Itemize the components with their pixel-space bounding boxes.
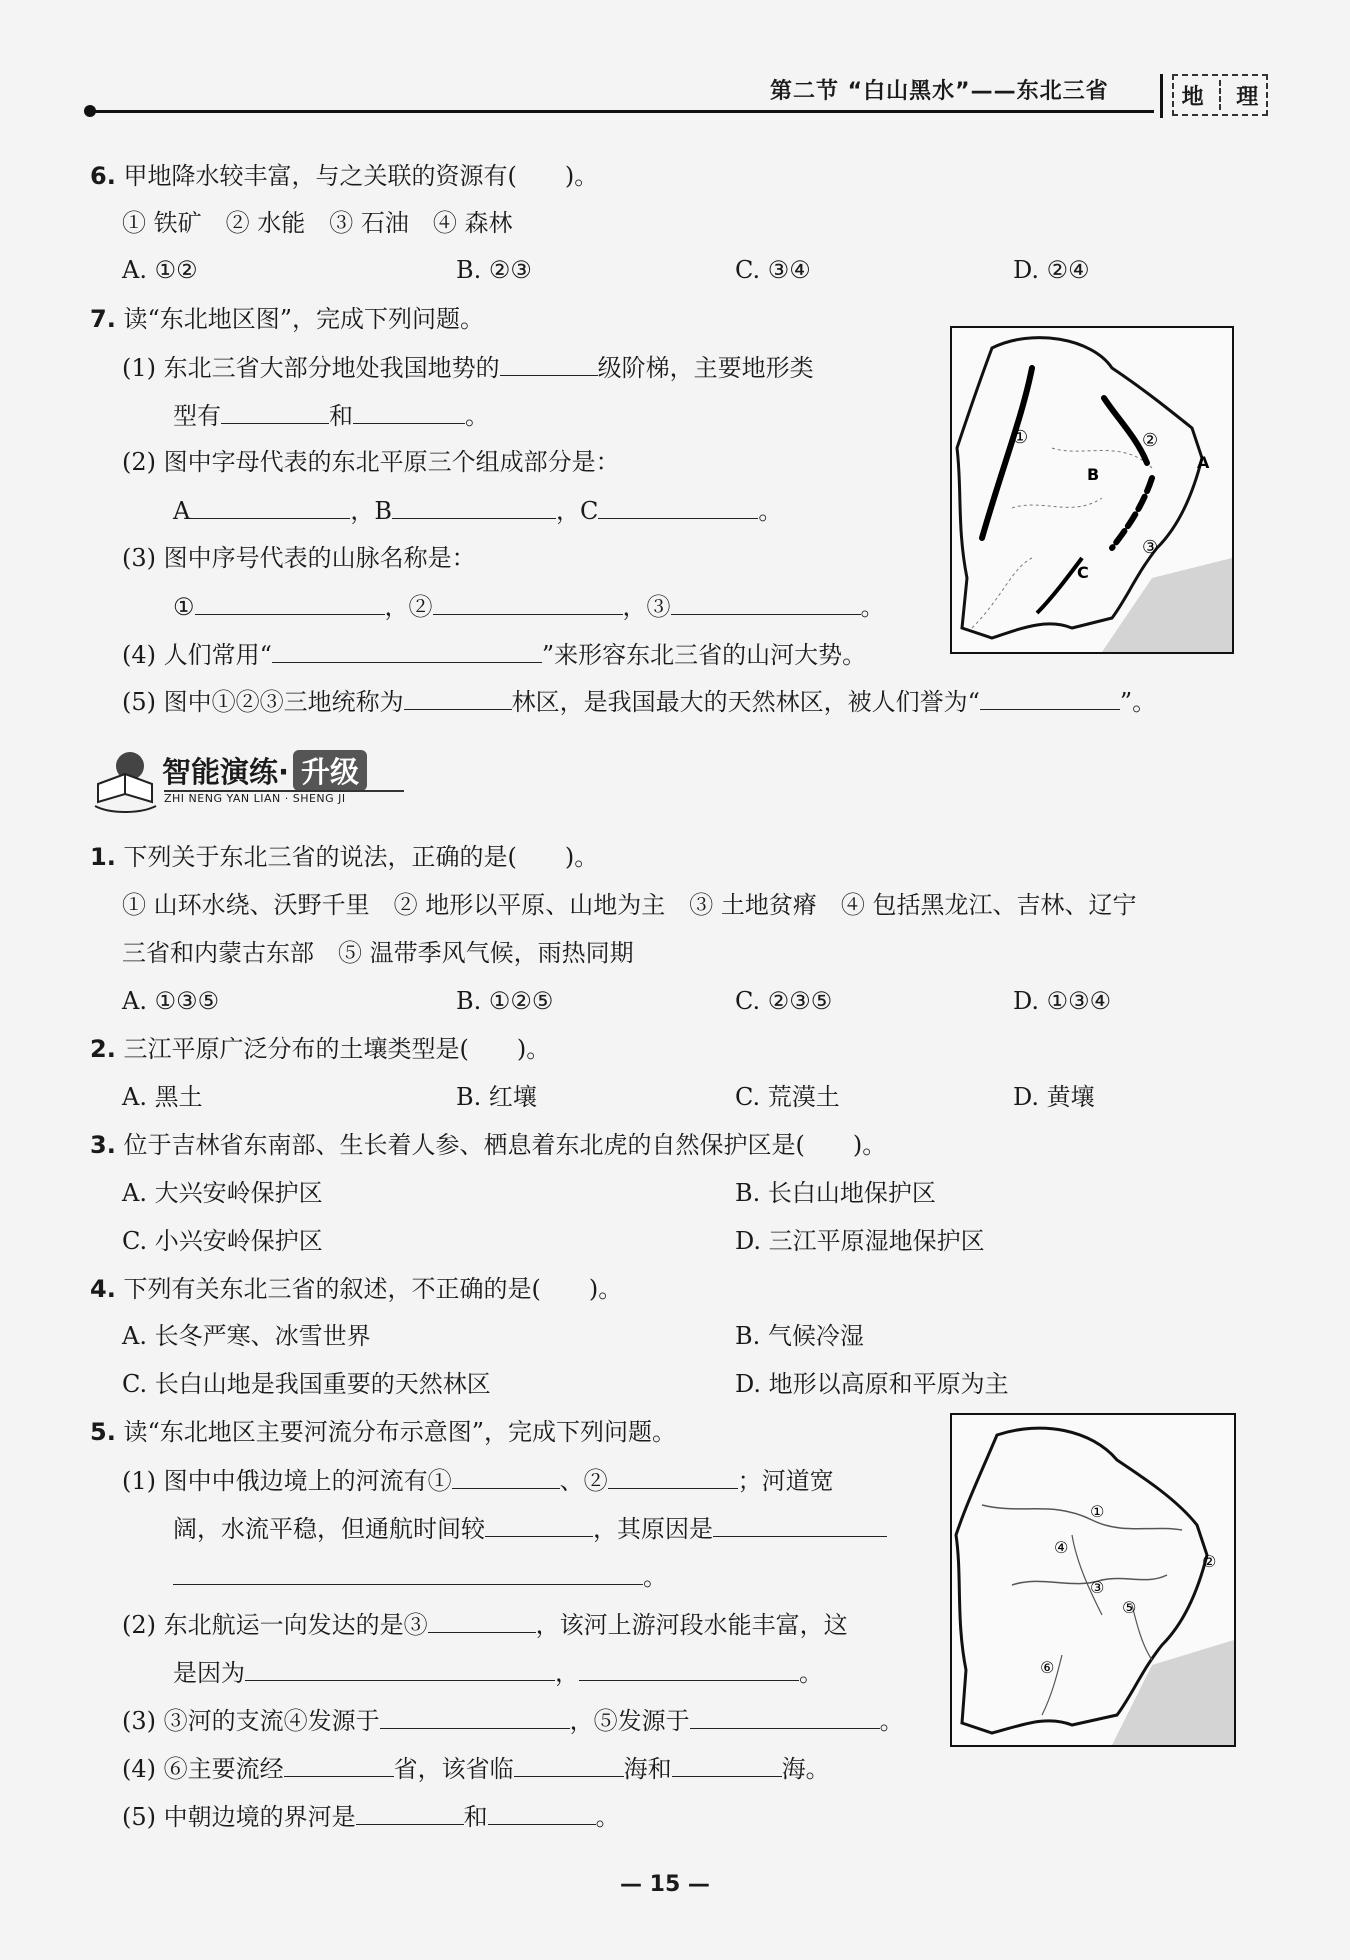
answer-blank[interactable] — [980, 685, 1120, 710]
question-1-stem: 1. 下列关于东北三省的说法，正确的是( )。 — [90, 843, 599, 871]
rivers-map-label-2: ② — [1202, 1552, 1217, 1571]
question-2-option-d[interactable]: D. 黄壤 — [1013, 1083, 1095, 1111]
question-7-part-2: (2) 图中字母代表的东北平原三个组成部分是： — [122, 448, 620, 476]
question-7-part-5: (5) 图中①②③三地统称为 林区，是我国最大的天然林区，被人们誉为“ ”。 — [122, 685, 1156, 718]
question-6-items: ① 铁矿 ② 水能 ③ 石油 ④ 森林 — [122, 209, 513, 237]
question-5-part-5: (5) 中朝边境的界河是 和 。 — [122, 1800, 620, 1833]
northeast-region-map — [950, 326, 1234, 654]
question-5-part-1-cont: 阔，水流平稳，但通航时间较 ，其原因是 — [173, 1512, 887, 1545]
section-heading: 第二节 “白山黑水”——东北三省 — [770, 79, 1109, 104]
subject-char: 理 — [1236, 84, 1259, 110]
answer-blank[interactable] — [671, 590, 861, 615]
question-2-option-a[interactable]: A. 黑土 — [122, 1083, 203, 1111]
answer-blank[interactable] — [514, 1752, 624, 1777]
answer-blank[interactable] — [392, 494, 556, 519]
question-3-stem: 3. 位于吉林省东南部、生长着人参、栖息着东北虎的自然保护区是( )。 — [90, 1131, 887, 1159]
header-rule — [86, 110, 1154, 113]
question-3-option-d[interactable]: D. 三江平原湿地保护区 — [735, 1227, 985, 1255]
map-label-a: A — [1197, 453, 1210, 472]
answer-blank[interactable] — [713, 1512, 887, 1537]
question-7-stem: 7. 读“东北地区图”，完成下列问题。 — [90, 305, 485, 333]
question-7-part-2-blanks: A ，B ，C 。 — [173, 494, 782, 527]
answer-blank[interactable] — [195, 590, 385, 615]
answer-blank[interactable] — [690, 1704, 880, 1729]
answer-blank[interactable] — [428, 1608, 536, 1633]
question-6-option-b[interactable]: B. ②③ — [456, 256, 532, 284]
answer-blank[interactable] — [433, 590, 623, 615]
question-2-stem: 2. 三江平原广泛分布的土壤类型是( )。 — [90, 1035, 551, 1063]
answer-blank[interactable] — [353, 399, 465, 424]
section-pinyin: ZHI NENG YAN LIAN · SHENG JI — [164, 792, 346, 805]
question-1-items-line-1: ① 山环水绕、沃野千里 ② 地形以平原、山地为主 ③ 土地贫瘠 ④ 包括黑龙江、吉林、辽宁 — [122, 891, 1137, 919]
subject-char: 地 — [1181, 84, 1204, 110]
rivers-map-label-3: ③ — [1090, 1578, 1105, 1597]
question-5-part-1-cont-2: 。 — [173, 1560, 667, 1593]
question-2-option-b[interactable]: B. 红壤 — [456, 1083, 537, 1111]
northeast-rivers-map — [950, 1413, 1236, 1747]
answer-blank[interactable] — [500, 351, 598, 376]
answer-blank[interactable] — [452, 1464, 560, 1489]
question-7-part-1: (1) 东北三省大部分地处我国地势的 级阶梯，主要地形类 — [122, 351, 814, 384]
rivers-map-label-5: ⑤ — [1122, 1598, 1137, 1617]
question-5-part-1: (1) 图中中俄边境上的河流有① 、② ；河道宽 — [122, 1464, 834, 1497]
question-5-part-2-cont: 是因为 ， 。 — [173, 1656, 823, 1689]
question-1-option-c[interactable]: C. ②③⑤ — [735, 987, 833, 1015]
question-6-option-a[interactable]: A. ①② — [122, 256, 198, 284]
question-7-part-3-blanks: ① ，② ，③ 。 — [173, 590, 885, 623]
answer-blank[interactable] — [245, 1656, 555, 1681]
question-3-option-a[interactable]: A. 大兴安岭保护区 — [122, 1179, 323, 1207]
subject-badge — [1172, 74, 1268, 116]
rivers-map-label-4: ④ — [1054, 1538, 1069, 1557]
map-label-3: ③ — [1142, 537, 1159, 558]
map-label-1: ① — [1012, 427, 1029, 448]
answer-blank[interactable] — [404, 685, 512, 710]
question-4-option-a[interactable]: A. 长冬严寒、冰雪世界 — [122, 1322, 371, 1350]
answer-blank[interactable] — [221, 399, 329, 424]
question-1-items-line-2: 三省和内蒙古东部 ⑤ 温带季风气候，雨热同期 — [122, 939, 634, 967]
question-4-option-d[interactable]: D. 地形以高原和平原为主 — [735, 1370, 1009, 1398]
question-4-option-b[interactable]: B. 气候冷湿 — [735, 1322, 864, 1350]
rivers-map-drawing — [952, 1415, 1234, 1745]
answer-blank[interactable] — [672, 1752, 782, 1777]
question-5-stem: 5. 读“东北地区主要河流分布示意图”，完成下列问题。 — [90, 1418, 677, 1446]
question-1-option-a[interactable]: A. ①③⑤ — [122, 987, 220, 1015]
question-7-part-4: (4) 人们常用“ ”来形容东北三省的山河大势。 — [122, 638, 866, 671]
question-5-part-2: (2) 东北航运一向发达的是③ ，该河上游河段水能丰富，这 — [122, 1608, 848, 1641]
answer-blank[interactable] — [485, 1512, 593, 1537]
map-label-c: C — [1077, 563, 1089, 582]
section-tag: 升级 — [293, 750, 367, 791]
rivers-map-label-1: ① — [1090, 1502, 1105, 1521]
section-banner — [90, 744, 410, 816]
answer-blank[interactable] — [272, 638, 542, 663]
question-6-option-d[interactable]: D. ②④ — [1013, 256, 1090, 284]
question-2-option-c[interactable]: C. 荒漠土 — [735, 1083, 840, 1111]
question-6-stem: 6. 甲地降水较丰富，与之关联的资源有( )。 — [90, 162, 599, 190]
question-7-part-3: (3) 图中序号代表的山脉名称是： — [122, 544, 476, 572]
answer-blank[interactable] — [190, 494, 350, 519]
northeast-map-drawing — [952, 328, 1232, 652]
question-1-option-d[interactable]: D. ①③④ — [1013, 987, 1112, 1015]
answer-blank[interactable] — [356, 1800, 464, 1825]
question-5-part-3: (3) ③河的支流④发源于 ，⑤发源于 。 — [122, 1704, 904, 1737]
question-3-option-b[interactable]: B. 长白山地保护区 — [735, 1179, 936, 1207]
section-title: 智能演练· 升级 — [162, 750, 367, 791]
answer-blank[interactable] — [284, 1752, 394, 1777]
answer-blank[interactable] — [608, 1464, 738, 1489]
question-1-option-b[interactable]: B. ①②⑤ — [456, 987, 554, 1015]
question-7-part-1-cont: 型有 和 。 — [173, 399, 489, 432]
answer-blank[interactable] — [598, 494, 758, 519]
question-3-option-c[interactable]: C. 小兴安岭保护区 — [122, 1227, 323, 1255]
page-number: — 15 — — [620, 1872, 710, 1897]
answer-blank[interactable] — [173, 1560, 643, 1585]
rivers-map-label-6: ⑥ — [1040, 1658, 1055, 1677]
answer-blank[interactable] — [380, 1704, 570, 1729]
question-6-option-c[interactable]: C. ③④ — [735, 256, 811, 284]
answer-blank[interactable] — [579, 1656, 799, 1681]
question-4-stem: 4. 下列有关东北三省的叙述，不正确的是( )。 — [90, 1275, 623, 1303]
map-label-b: B — [1087, 465, 1100, 484]
question-5-part-4: (4) ⑥主要流经 省，该省临 海和 海。 — [122, 1752, 830, 1785]
header-separator — [1160, 74, 1163, 118]
subject-divider — [1219, 80, 1221, 110]
answer-blank[interactable] — [488, 1800, 596, 1825]
question-4-option-c[interactable]: C. 长白山地是我国重要的天然林区 — [122, 1370, 491, 1398]
book-reader-icon — [90, 744, 160, 814]
map-label-2: ② — [1142, 430, 1159, 451]
